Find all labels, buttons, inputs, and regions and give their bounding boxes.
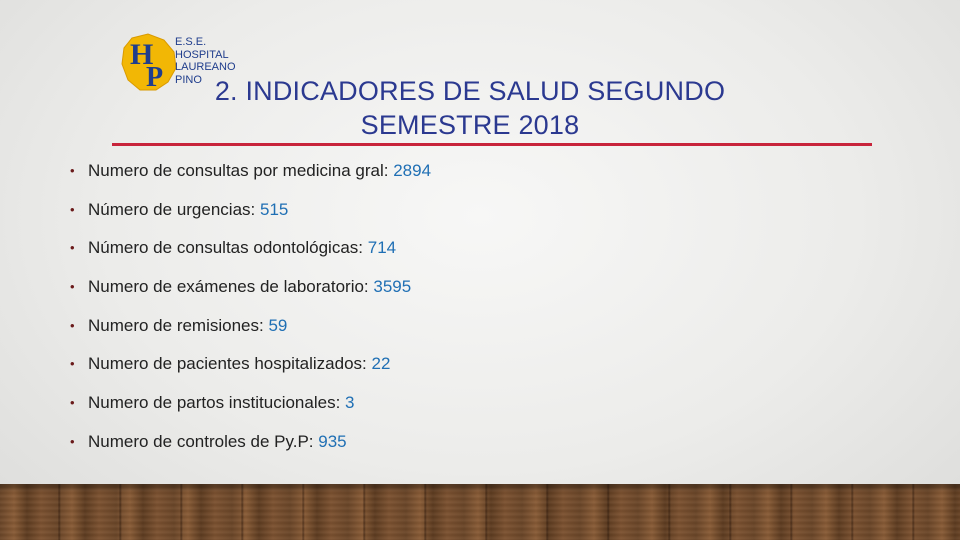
indicator-label: Numero de partos institucionales: (88, 393, 346, 413)
indicator-value: 3595 (373, 277, 412, 297)
indicator-label: Numero de consultas por medicina gral: (88, 161, 394, 180)
list-item (70, 229, 431, 268)
bullet-icon: • (70, 279, 75, 295)
logo-letter-p: P (146, 62, 164, 93)
indicator-value: 3 (345, 393, 355, 413)
indicator-label: Numero de pacientes hospitalizados: (88, 354, 372, 374)
title-line-2: SEMESTRE 2018 (360, 110, 580, 140)
indicator-value: 59 (268, 315, 288, 335)
indicator-label: Numero de controles de Py.P: (88, 431, 319, 451)
indicator-value: 515 (259, 199, 289, 219)
indicator-label: Número de consultas odontológicas: (88, 238, 368, 258)
logo-line: E.S.E. (175, 36, 207, 48)
indicator-label: Numero de remisiones: (88, 315, 269, 335)
indicator-value: 714 (367, 238, 397, 258)
logo-letter-h: H (130, 38, 154, 71)
bullet-icon: • (70, 317, 75, 333)
logo-line: PINO (175, 73, 202, 86)
bullet-icon: • (70, 201, 75, 217)
indicator-value: 935 (318, 431, 347, 451)
bullet-icon: • (70, 240, 75, 256)
logo-line: HOSPITAL (175, 48, 229, 61)
indicator-list (70, 152, 431, 462)
list-item (70, 268, 431, 307)
list-item (70, 307, 431, 346)
bullet-icon: • (70, 356, 75, 372)
list-item (70, 191, 431, 230)
list-item (70, 384, 431, 423)
bullet-icon: • (70, 163, 75, 178)
title-underline (112, 143, 872, 146)
indicator-label: Numero de exámenes de laboratorio: (88, 277, 374, 297)
logo-line: LAUREANO (175, 61, 236, 73)
title-line-1: 2. INDICADORES DE SALUD SEGUNDO (214, 76, 726, 106)
wood-floor-decoration (0, 484, 960, 540)
slide-title (160, 74, 780, 142)
indicator-value: 2894 (393, 161, 432, 180)
list-item (70, 345, 431, 384)
list-item (70, 152, 431, 191)
bullet-icon: • (70, 395, 75, 411)
bullet-icon: • (70, 433, 75, 449)
indicator-value: 22 (371, 354, 391, 374)
list-item (70, 423, 431, 462)
indicator-label: Número de urgencias: (88, 199, 260, 219)
